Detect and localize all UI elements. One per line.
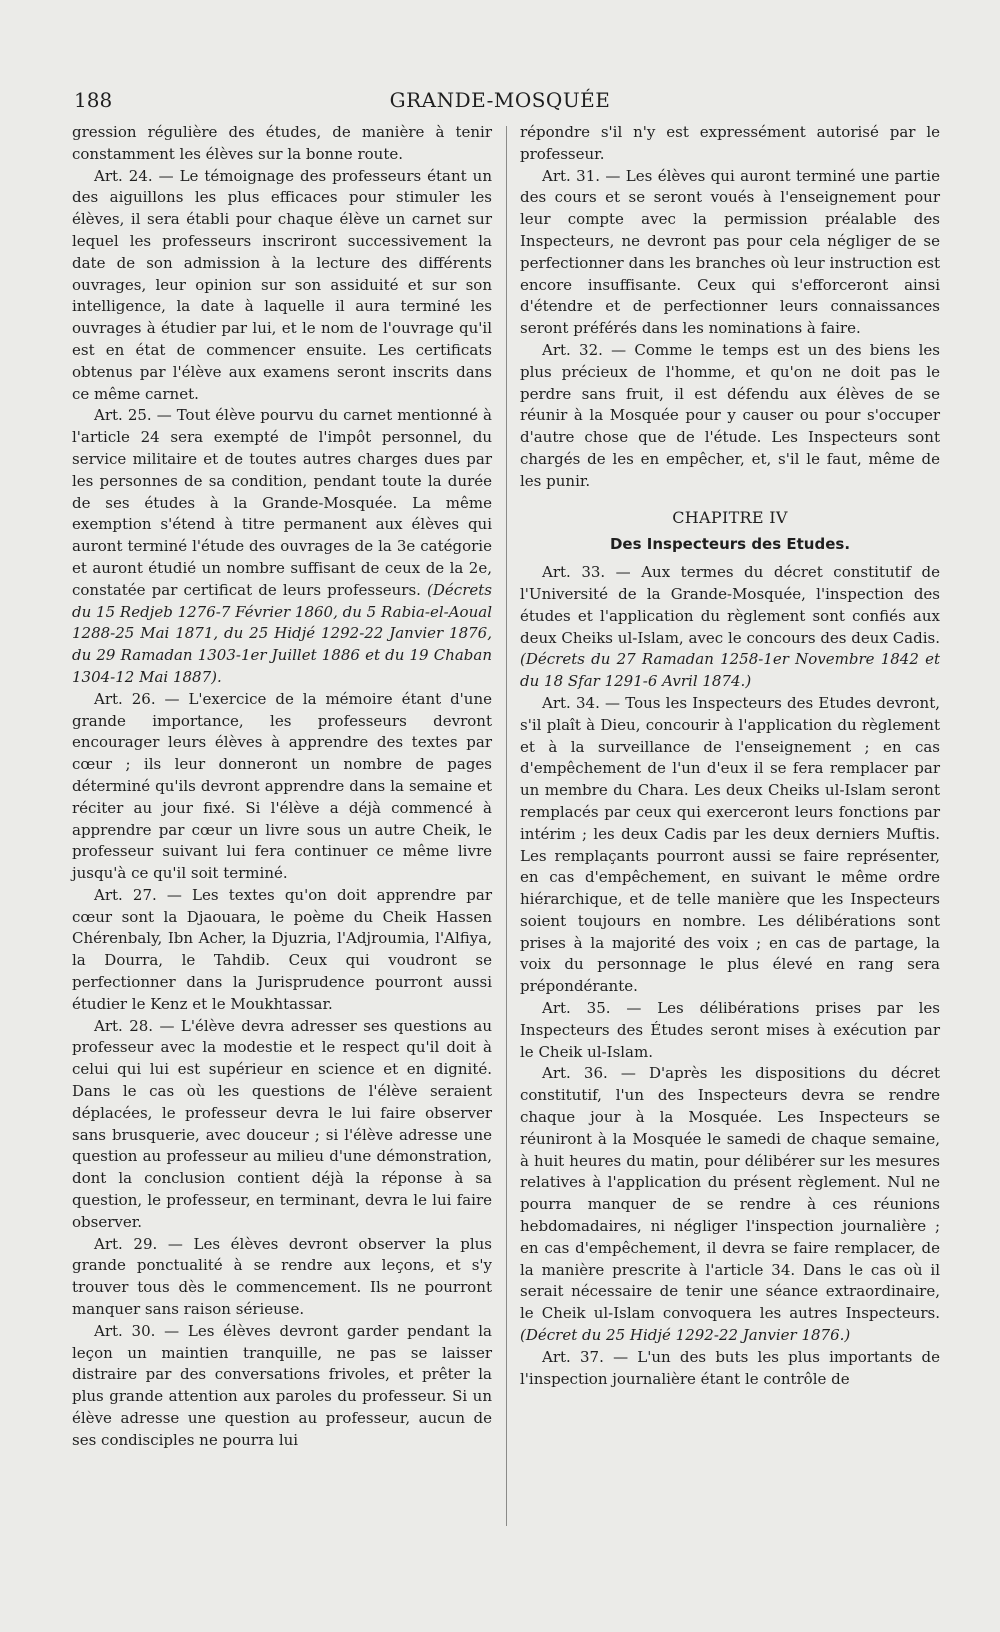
running-title: GRANDE-MOSQUÉE xyxy=(389,88,611,112)
article-28: Art. 28. — L'élève devra adresser ses questions au professeur avec la modestie et le respect qu'il doit à celui qui lui est supérieur en science et en dignité. Dans le cas où les questions de l'élève seraient déplacées, le professeur devra le lui faire observer sans brusquerie, avec douceur ; si l'élève adresse une question au professeur au milieu d'une démonstration, dont la conclusion contient déjà la réponse à sa question, le professeur, en terminant, devra le lui faire observer. xyxy=(72,1016,492,1231)
article-30: Art. 30. — Les élèves devront garder pendant la leçon un maintien tranquille, ne pas se laisser distraire par des conversations frivoles, et prêter la plus grande attention aux paroles du professeur. Si un élève adresse une question au professeur, aucun de ses condisciples ne pourra lui xyxy=(72,1321,492,1449)
article-25 xyxy=(72,405,492,688)
article-32: Art. 32. — Comme le temps est un des biens les plus précieux de l'homme, et qu'on ne doit pas le perdre sans fruit, il est défendu aux élèves de se réunir à la Mosquée pour y causer ou pour s'occuper d'autre chose que de l'étude. Les Inspecteurs sont chargés de les en empêcher, et, s'il le faut, même de les punir. xyxy=(520,340,940,490)
left-column xyxy=(72,122,492,1452)
article-36-text: Art. 36. — D'après les dispositions du décret constitutif, l'un des Inspecteurs devra se rendre chaque jour à la Mosquée. Les Inspecteurs se réuniront à la Mosquée le samedi de chaque semaine, à huit heures du matin, pour délibérer sur les mesures relatives à l'application du présent règlement. Nul ne pourra manquer de se rendre à ces réunions hebdomadaires, ni négliger l'inspection journalière ; en cas d'empêchement, il devra se faire remplacer, de la manière prescrite à l'article 34. Dans le cas où il serait nécessaire de tenir une séance extraordinaire, le Cheik ul-Islam convoquera les autres Inspecteurs. xyxy=(520,1064,940,1323)
chapter-heading: CHAPITRE IV xyxy=(672,507,788,527)
article-37: Art. 37. — L'un des buts les plus importants de l'inspection journalière étant le contrôle de xyxy=(520,1347,940,1388)
article-36 xyxy=(520,1063,940,1346)
column-divider xyxy=(506,126,507,1526)
page-number: 188 xyxy=(74,88,113,112)
article-33-text: Art. 33. — Aux termes du décret constitutif de l'Université de la Grande-Mosquée, l'inspection des études et l'application du règlement sont confiés aux deux Cheiks ul-Islam, avec le concours des deux Cadis. xyxy=(520,563,940,647)
article-36-reference: (Décret du 25 Hidjé 1292-22 Janvier 1876.) xyxy=(520,1326,851,1345)
article-24: Art. 24. — Le témoignage des professeurs étant un des aiguillons les plus efficaces pour stimuler les élèves, il sera établi pour chaque élève un carnet sur lequel les professeurs inscriront successivement la date de son admission à la lecture des différents ouvrages, leur opinion sur son assiduité et sur son intelligence, la date à laquelle il aura terminé les ouvrages à étudier par lui, et le nom de l'ouvrage qu'il est en état de commencer ensuite. Les certificats obtenus par l'élève aux examens seront inscrits dans ce même carnet. xyxy=(72,166,492,403)
article-34: Art. 34. — Tous les Inspecteurs des Etudes devront, s'il plaît à Dieu, concourir à l'application du règlement et à la surveillance de l'enseignement ; en cas d'empêchement de l'un d'eux il se fera remplacer par un membre du Chara. Les deux Cheiks ul-Islam seront remplacés par ceux qui exerceront leurs fonctions par intérim ; les deux Cadis par les deux derniers Muftis. Les remplaçants pourront aussi se faire représenter, en cas d'empêchement, en suivant le même ordre hiérarchique, et de telle manière que les Inspecteurs soient toujours en nombre. Les délibérations sont prises à la majorité des voix ; en cas de partage, la voix du personnage le plus élevé en rang sera prépondérante. xyxy=(520,693,940,996)
article-26: Art. 26. — L'exercice de la mémoire étant d'une grande importance, les professeurs devront encourager leurs élèves à apprendre des textes par cœur ; ils leur donneront un nombre de pages déterminé qu'ils devront apprendre dans la semaine et réciter au jour fixé. Si l'élève a déjà commencé à apprendre par cœur un livre sous un autre Cheik, le professeur suivant lui fera continuer ce même livre jusqu'à ce qu'il soit terminé. xyxy=(72,689,492,883)
article-31: Art. 31. — Les élèves qui auront terminé une partie des cours et se seront voués à l'enseignement pour leur compte avec la permission préalable des Inspecteurs, ne devront pas pour cela négliger de se perfectionner dans les branches où leur instruction est encore insuffisante. Ceux qui s'efforceront ainsi d'étendre et de perfectionner leurs connaissances seront préférés dans les nominations à faire. xyxy=(520,166,940,338)
article-27: Art. 27. — Les textes qu'on doit apprendre par cœur sont la Djaouara, le poème du Cheik Hassen Chérenbaly, Ibn Acher, la Djuzria, l'Adjroumia, l'Alfiya, la Dourra, le Tahdib. Ceux qui voudront se perfectionner dans la Jurisprudence pourront aussi étudier le Kenz et le Moukhtassar. xyxy=(72,885,492,1013)
section-heading: Des Inspecteurs des Etudes. xyxy=(609,535,851,554)
paragraph: gression régulière des études, de manière à tenir constamment les élèves sur la bonne route. xyxy=(72,123,492,163)
right-column xyxy=(520,122,940,1390)
article-25-text: Art. 25. — Tout élève pourvu du carnet mentionné à l'article 24 sera exempté de l'impôt personnel, du service militaire et de toutes autres charges dues par les personnes de sa condition, pendant toute la durée de ses études à la Grande-Mosquée. La même exemption s'étend à titre permanent aux élèves qui auront terminé l'étude des ouvrages de la 3e catégorie et auront étudié un nombre suffisant de ceux de la 2e, constatée par certificat de leurs professeurs. xyxy=(72,406,492,599)
paragraph: répondre s'il n'y est expressément autorisé par le professeur. xyxy=(520,123,940,163)
article-25-reference: (Décrets du 15 Redjeb 1276-7 Février 1860, du 5 Rabia-el-Aoual 1288-25 Mai 1871, du 25 Hidjé 1292-22 Janvier 1876, du 29 Ramadan 1303-1er Juillet 1886 et du 19 Chaban 1304-12 Mai 1887). xyxy=(72,580,492,686)
article-33-reference: (Décrets du 27 Ramadan 1258-1er Novembre 1842 et du 18 Sfar 1291-6 Avril 1874.) xyxy=(520,650,940,691)
article-33 xyxy=(520,562,940,693)
article-29: Art. 29. — Les élèves devront observer la plus grande ponctualité à se rendre aux leçons, et s'y trouver tous dès le commencement. Ils ne pourront manquer sans raison sérieuse. xyxy=(72,1234,492,1319)
article-35: Art. 35. — Les délibérations prises par les Inspecteurs des Études seront mises à exécution par le Cheik ul-Islam. xyxy=(520,999,940,1061)
